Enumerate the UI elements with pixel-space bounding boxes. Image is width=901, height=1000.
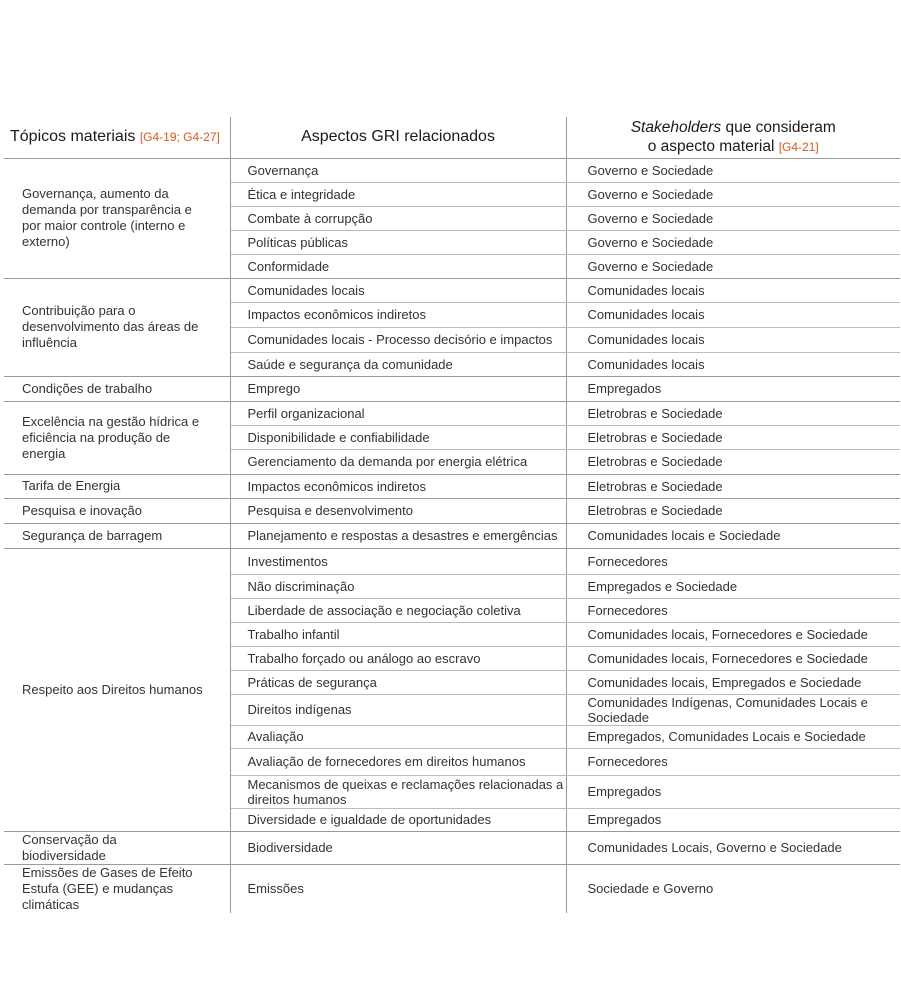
header-aspects-label: Aspectos GRI relacionados [301, 128, 495, 146]
header-topics [4, 117, 230, 158]
stakeholders-cell: Sociedade e Governo [587, 881, 714, 896]
stakeholders-cell: Governo e Sociedade [566, 206, 900, 230]
aspect-cell: Mecanismos de queixas e reclamações relacionadas a direitos humanos [230, 775, 566, 808]
stakeholders-cell: Comunidades Locais, Governo e Sociedade [566, 831, 900, 864]
stakeholders-cell: Governo e Sociedade [566, 254, 900, 278]
aspect-cell: Planejamento e respostas a desastres e emergências [230, 523, 566, 548]
table-body [4, 158, 900, 913]
header-stakeholders [566, 117, 900, 158]
topic-cell: Segurança de barragem [4, 523, 230, 548]
table-row [4, 278, 900, 302]
aspect-cell: Direitos indígenas [230, 694, 566, 725]
stakeholders-cell: Governo e Sociedade [566, 182, 900, 206]
topic-cell: Pesquisa e inovação [4, 498, 230, 523]
stakeholders-cell: Eletrobras e Sociedade [566, 401, 900, 425]
table-row [4, 864, 900, 913]
stakeholders-cell: Eletrobras e Sociedade [566, 425, 900, 449]
table-row [4, 376, 900, 401]
stakeholders-cell: Comunidades locais [566, 278, 900, 302]
table-row [4, 498, 900, 523]
table-row [4, 401, 900, 425]
stakeholders-cell: Comunidades locais, Fornecedores e Sociedade [566, 646, 900, 670]
aspect-cell: Trabalho infantil [230, 622, 566, 646]
header-aspects [230, 117, 566, 158]
aspect-cell: Diversidade e igualdade de oportunidades [230, 808, 566, 831]
table-row [4, 158, 900, 182]
stakeholders-cell: Comunidades locais, Fornecedores e Sociedade [566, 622, 900, 646]
aspect-cell: Avaliação [230, 725, 566, 748]
table-row [4, 831, 900, 864]
stakeholders-cell: Fornecedores [566, 598, 900, 622]
header-stakeholders-rest: que consideram [721, 118, 836, 136]
topic-cell: Governança, aumento da demanda por transparência e por maior controle (interno e externo) [4, 158, 230, 278]
stakeholders-cell: Governo e Sociedade [566, 158, 900, 182]
stakeholders-cell: Empregados [566, 808, 900, 831]
aspect-cell: Perfil organizacional [230, 401, 566, 425]
topic-cell: Excelência na gestão hídrica e eficiência na produção de energia [4, 401, 230, 474]
stakeholders-cell: Comunidades locais e Sociedade [566, 523, 900, 548]
stakeholders-cell: Comunidades locais, Empregados e Sociedade [566, 670, 900, 694]
topic-cell: Conservação da biodiversidade [4, 831, 230, 864]
stakeholders-cell: Empregados [566, 376, 900, 401]
aspect-cell: Não discriminação [230, 574, 566, 598]
aspect-cell: Trabalho forçado ou análogo ao escravo [230, 646, 566, 670]
topic-cell: Emissões de Gases de Efeito Estufa (GEE) e mudanças climáticas [4, 864, 230, 913]
topic-cell: Condições de trabalho [4, 376, 230, 401]
stakeholders-cell: Fornecedores [566, 548, 900, 574]
header-topics-label: Tópicos materiais [10, 128, 136, 146]
aspect-cell: Gerenciamento da demanda por energia elétrica [230, 449, 566, 474]
stakeholders-cell: Comunidades locais [566, 302, 900, 327]
aspect-cell: Combate à corrupção [230, 206, 566, 230]
stakeholders-cell: Comunidades Indígenas, Comunidades Locais e Sociedade [566, 694, 900, 725]
aspect-cell: Emprego [230, 376, 566, 401]
stakeholders-cell: Eletrobras e Sociedade [566, 449, 900, 474]
aspect-cell: Impactos econômicos indiretos [230, 474, 566, 498]
aspect-cell: Conformidade [230, 254, 566, 278]
aspect-cell: Práticas de segurança [230, 670, 566, 694]
table-row [4, 523, 900, 548]
topic-cell: Contribuição para o desenvolvimento das áreas de influência [4, 278, 230, 376]
stakeholders-cell: Empregados, Comunidades Locais e Sociedade [566, 725, 900, 748]
aspect-cell: Emissões [230, 864, 566, 913]
header-stakeholders-line2: o aspecto material [647, 137, 775, 155]
topic-cell: Respeito aos Direitos humanos [4, 548, 230, 831]
header-topics-ref: [G4-19; G4-27] [139, 130, 220, 145]
table-header-row [4, 117, 900, 158]
stakeholders-cell: Governo e Sociedade [566, 230, 900, 254]
table-row [4, 474, 900, 498]
aspect-cell: Biodiversidade [230, 831, 566, 864]
aspect-cell: Liberdade de associação e negociação coletiva [230, 598, 566, 622]
stakeholders-cell: Empregados e Sociedade [566, 574, 900, 598]
aspect-cell: Comunidades locais - Processo decisório e impactos [230, 327, 566, 352]
stakeholders-cell: Comunidades locais [566, 327, 900, 352]
aspect-cell: Governança [230, 158, 566, 182]
stakeholders-cell: Eletrobras e Sociedade [566, 498, 900, 523]
aspect-cell: Avaliação de fornecedores em direitos humanos [230, 748, 566, 775]
aspect-cell: Comunidades locais [230, 278, 566, 302]
stakeholders-cell: Fornecedores [566, 748, 900, 775]
aspect-cell: Impactos econômicos indiretos [230, 302, 566, 327]
aspect-cell: Ética e integridade [230, 182, 566, 206]
aspect-cell: Disponibilidade e confiabilidade [230, 425, 566, 449]
stakeholders-cell: Empregados [566, 775, 900, 808]
aspect-cell: Políticas públicas [230, 230, 566, 254]
header-stakeholders-ref: [G4-21] [778, 139, 819, 154]
aspect-cell: Investimentos [230, 548, 566, 574]
topic-cell: Tarifa de Energia [4, 474, 230, 498]
stakeholders-cell: Comunidades locais [566, 352, 900, 376]
stakeholders-cell: Eletrobras e Sociedade [566, 474, 900, 498]
header-stakeholders-italic: Stakeholders [630, 118, 722, 136]
table-row [4, 548, 900, 574]
aspect-cell: Pesquisa e desenvolvimento [230, 498, 566, 523]
materiality-table [4, 117, 900, 913]
aspect-cell: Saúde e segurança da comunidade [230, 352, 566, 376]
